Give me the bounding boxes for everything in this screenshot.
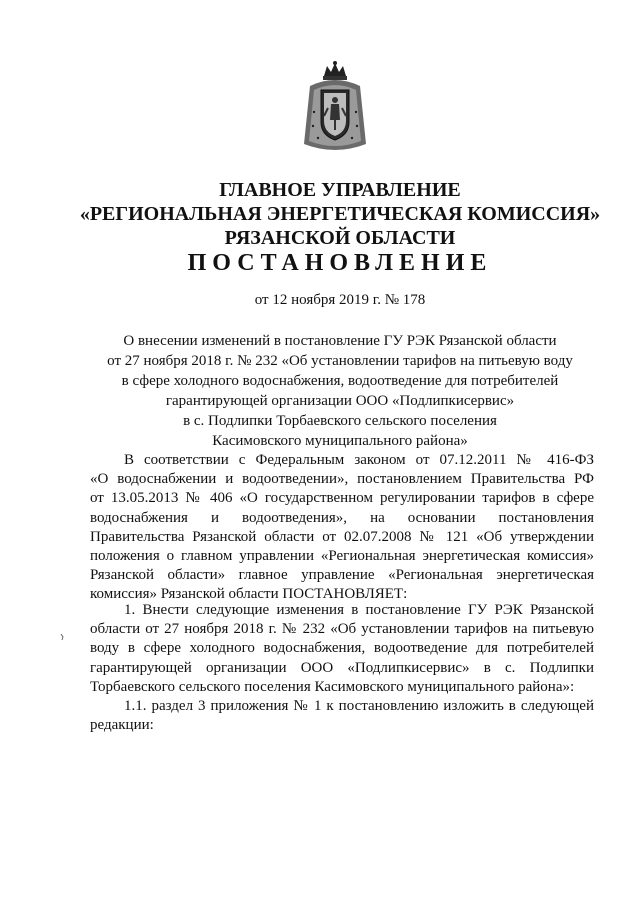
subject-line: гарантирующей организации ООО «Подлипкисервис» — [165, 393, 515, 409]
subject-line: Касимовского муниципального района» — [212, 433, 468, 449]
paragraph-line: 1. Внести следующие изменения в постановление ГУ РЭК Рязанской — [124, 602, 594, 618]
document-subject — [80, 331, 600, 451]
subject-line: О внесении изменений в постановление ГУ РЭК Рязанской области — [123, 333, 557, 349]
issuing-authority-heading — [60, 178, 620, 250]
org-line-2: «РЕГИОНАЛЬНАЯ ЭНЕРГЕТИЧЕСКАЯ КОМИССИЯ» — [79, 203, 601, 225]
paragraph-line: «О водоснабжении и водоотведении», постановлением Правительства РФ — [90, 471, 594, 488]
coat-of-arms-emblem — [300, 60, 370, 156]
paragraph-line: Рязанской области» главное управление «Региональная энергетическая — [90, 567, 594, 584]
paragraph-line: гарантирующей организации ООО «Подлипкисервис» в с. Подлипки — [90, 659, 594, 676]
org-line-1: ГЛАВНОЕ УПРАВЛЕНИЕ — [219, 179, 461, 201]
paragraph-line: воду в сфере холодного водоснабжения, водоотведение для потребителей — [90, 640, 594, 657]
scan-speck-mark — [60, 633, 66, 641]
org-line-3: РЯЗАНСКОЙ ОБЛАСТИ — [224, 227, 456, 249]
paragraph-line: области от 27 ноября 2018 г. № 232 «Об установлении тарифов на питьевую — [90, 621, 594, 638]
paragraph-line: положения о главном управлении «Региональная энергетическая комиссия» — [90, 548, 594, 565]
paragraph-line: от 13.05.2013 № 406 «О государственном регулировании тарифов в сфере — [90, 490, 594, 507]
clause-1 — [90, 601, 594, 697]
paragraph-line: В соответствии с Федеральным законом от 07.12.2011 № 416-ФЗ — [124, 452, 594, 468]
paragraph-line: Правительства Рязанской области от 02.07.2008 № 121 «Об утверждении — [90, 528, 594, 545]
subject-line: в с. Подлипки Торбаевского сельского поселения — [183, 413, 497, 429]
paragraph-line: водоснабжения и водоотведения», на основании постановления — [90, 509, 594, 526]
paragraph-line: Торбаевского сельского поселения Касимовского муниципального района»: — [90, 678, 575, 695]
document-type-title: ПОСТАНОВЛЕНИЕ — [187, 250, 493, 276]
document-date-number: от 12 ноября 2019 г. № 178 — [254, 292, 426, 308]
subject-line: в сфере холодного водоснабжения, водоотведение для потребителей — [121, 373, 559, 389]
clause-1-1 — [90, 697, 594, 735]
subject-line: от 27 ноября 2018 г. № 232 «Об установлении тарифов на питьевую воду — [107, 353, 573, 369]
paragraph-line: редакции: — [90, 717, 154, 734]
preamble-paragraph — [90, 451, 594, 605]
paragraph-line: 1.1. раздел 3 приложения № 1 к постановлению изложить в следующей — [124, 698, 594, 714]
paragraph-line: комиссия» Рязанской области ПОСТАНОВЛЯЕТ: — [90, 586, 408, 603]
